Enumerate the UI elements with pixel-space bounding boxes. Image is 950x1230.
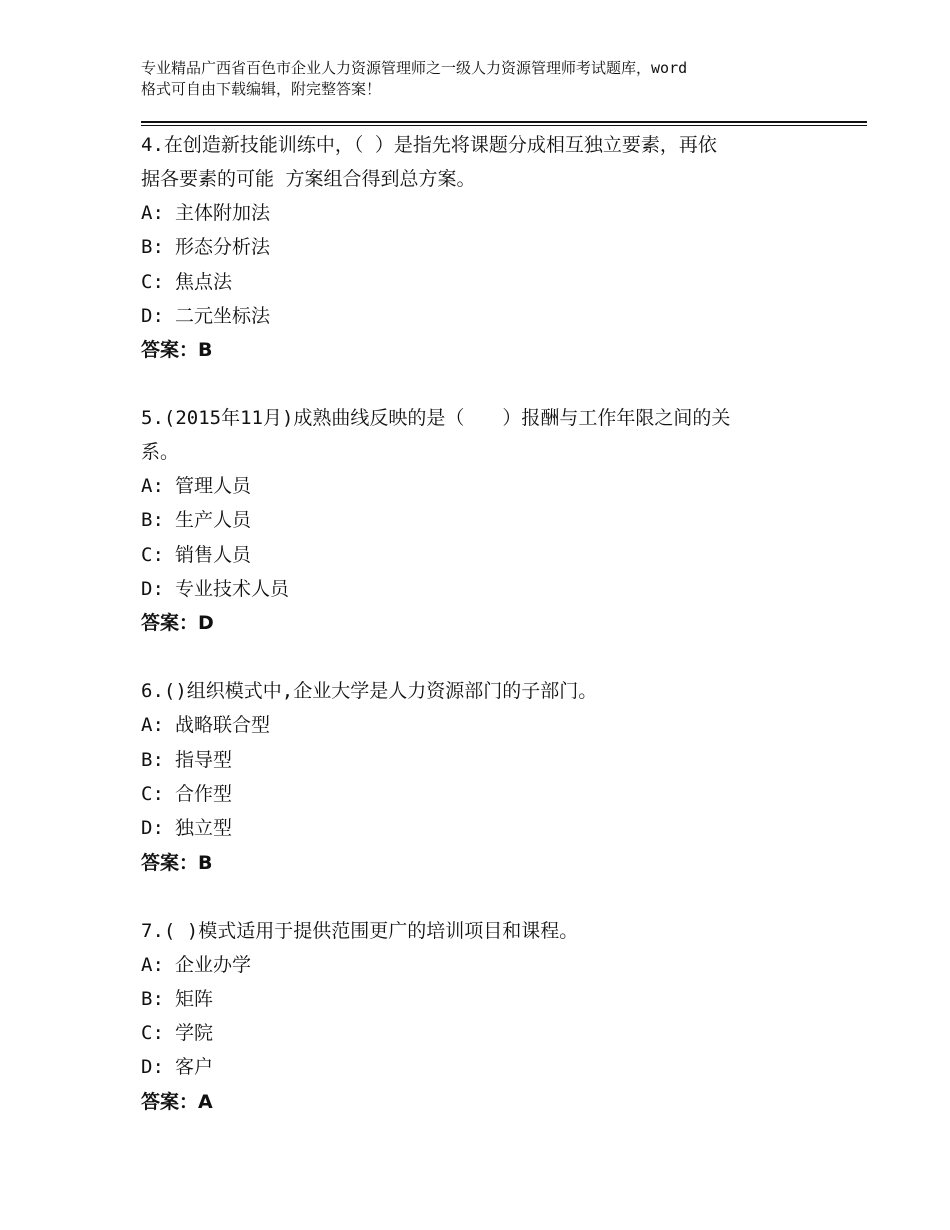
option-d <box>141 1050 821 1084</box>
document-header <box>141 58 831 100</box>
question-stem-line: 5.(2015年11月)成熟曲线反映的是（ ）报酬与工作年限之间的关 <box>141 407 731 430</box>
option-text: 专业技术人员 <box>175 578 290 601</box>
header-divider-thick <box>141 121 867 123</box>
option-c <box>141 1016 821 1050</box>
option-a <box>141 948 821 982</box>
option-text: 合作型 <box>175 782 233 805</box>
option-letter: D: <box>141 304 164 327</box>
question-7 <box>141 914 821 1119</box>
option-letter: B: <box>141 236 164 259</box>
option-text: 管理人员 <box>175 475 252 498</box>
option-letter: B: <box>141 987 164 1010</box>
answer-line: 答案：B <box>141 339 213 362</box>
question-4 <box>141 128 821 367</box>
option-text: 指导型 <box>175 748 233 771</box>
option-letter: A: <box>141 953 164 976</box>
option-text: 二元坐标法 <box>175 304 271 327</box>
option-b <box>141 743 821 777</box>
question-list <box>141 128 821 1153</box>
option-b <box>141 982 821 1016</box>
question-stem-line: 6.()组织模式中,企业大学是人力资源部门的子部门。 <box>141 680 598 703</box>
option-letter: A: <box>141 714 164 737</box>
option-b <box>141 230 821 264</box>
option-text: 企业办学 <box>175 953 252 976</box>
question-6 <box>141 674 821 879</box>
option-text: 矩阵 <box>175 987 214 1010</box>
option-text: 客户 <box>175 1056 214 1079</box>
answer-line: 答案：A <box>141 1090 213 1113</box>
option-letter: D: <box>141 817 164 840</box>
option-text: 主体附加法 <box>175 202 271 224</box>
question-stem-line: 据各要素的可能 方案组合得到总方案。 <box>141 168 476 190</box>
option-letter: B: <box>141 509 164 532</box>
option-text: 销售人员 <box>175 543 252 566</box>
option-d <box>141 811 821 845</box>
header-line-2: 格式可自由下载编辑，附完整答案！ <box>141 80 382 98</box>
option-c <box>141 538 821 572</box>
option-letter: C: <box>141 1022 164 1045</box>
option-letter: B: <box>141 748 164 771</box>
option-text: 战略联合型 <box>175 714 271 737</box>
header-line-1: 专业精品广西省百色市企业人力资源管理师之一级人力资源管理师考试题库，word <box>141 59 688 77</box>
option-d <box>141 299 821 333</box>
option-a <box>141 196 821 230</box>
question-stem-line: 4.在创造新技能训练中，（ ）是指先将课题分成相互独立要素，再依 <box>141 134 717 156</box>
option-text: 形态分析法 <box>175 236 271 259</box>
option-text: 焦点法 <box>175 270 233 293</box>
option-c <box>141 777 821 811</box>
option-letter: C: <box>141 543 164 566</box>
option-letter: A: <box>141 475 164 498</box>
option-a <box>141 708 821 742</box>
question-stem-line: 系。 <box>141 441 180 464</box>
option-letter: C: <box>141 782 164 805</box>
option-letter: A: <box>141 202 164 224</box>
option-d <box>141 572 821 606</box>
option-letter: D: <box>141 578 164 601</box>
option-text: 生产人员 <box>175 509 252 532</box>
option-a <box>141 469 821 503</box>
option-text: 学院 <box>175 1022 214 1045</box>
answer-line: 答案：B <box>141 851 213 874</box>
question-5 <box>141 401 821 640</box>
header-divider-thin <box>141 125 867 126</box>
option-b <box>141 503 821 537</box>
question-stem-line: 7.( )模式适用于提供范围更广的培训项目和课程。 <box>141 919 579 942</box>
option-letter: D: <box>141 1056 164 1079</box>
answer-line: 答案：D <box>141 612 214 635</box>
option-c <box>141 265 821 299</box>
option-letter: C: <box>141 270 164 293</box>
option-text: 独立型 <box>175 817 233 840</box>
